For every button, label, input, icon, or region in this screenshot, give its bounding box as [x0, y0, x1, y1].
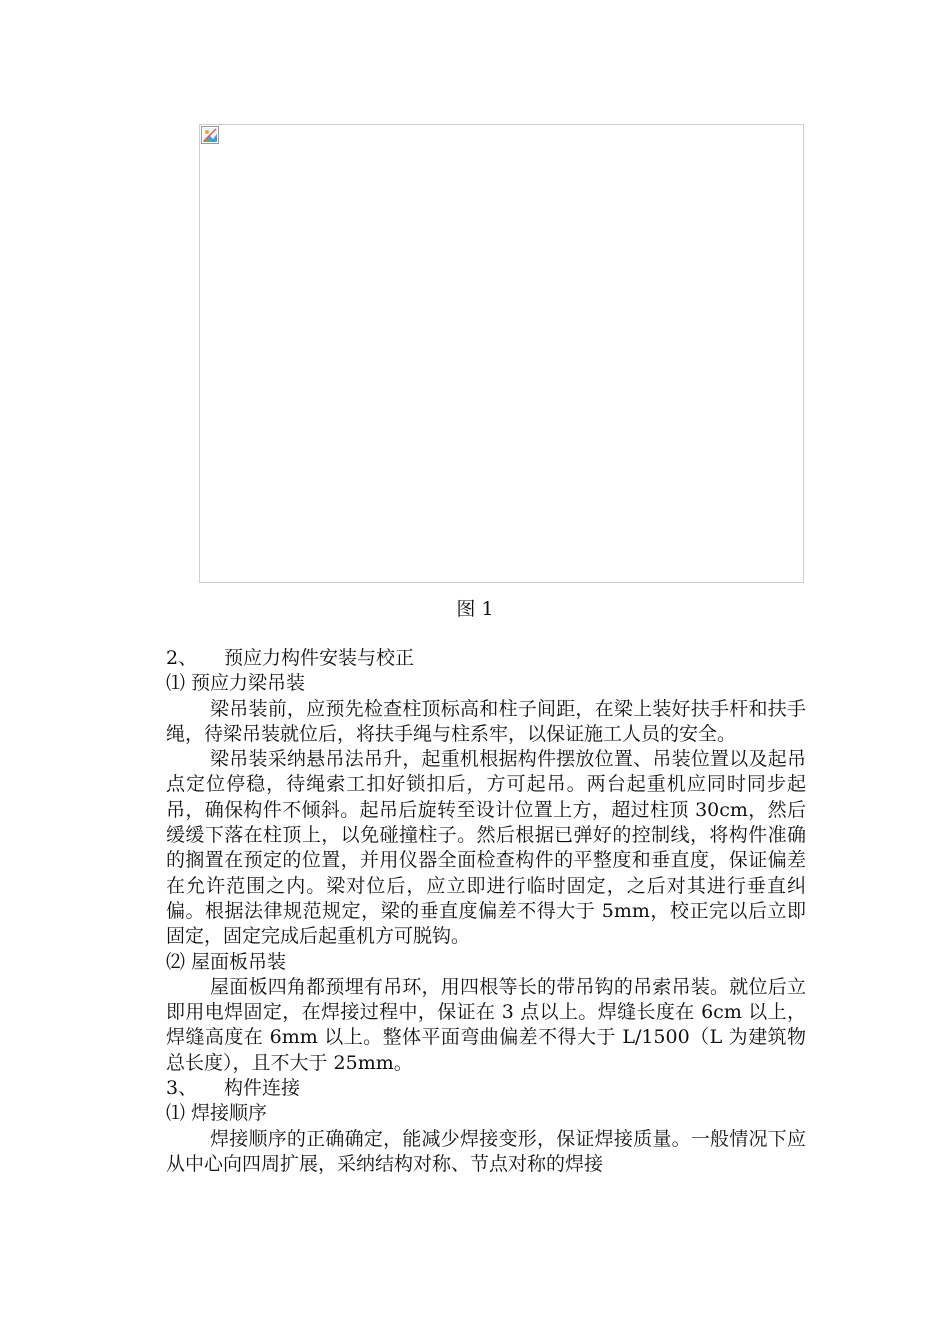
- paragraph: 梁吊装采纳悬吊法吊升，起重机根据构件摆放位置、吊装位置以及起吊点定位停稳，待绳索工扣好锁扣后，方可起吊。两台起重机应同时同步起吊，确保构件不倾斜。起吊后旋转至设计位置上方，超过柱顶 30cm，然后缓缓下落在柱顶上，以免碰撞柱子。然后根据已弹好的控制线，将构件准确的搁置在预定的位置，并用仪器全面检查构件的平整度和垂直度，保证偏差在允许范围之内。梁对位后，应立即进行临时固定，之后对其进行垂直纠偏。根据法律规范规定，梁的垂直度偏差不得大于 5mm，校正完以后立即固定，固定完成后起重机方可脱钩。: [166, 748, 806, 948]
- paragraph: 焊接顺序的正确确定，能减少焊接变形，保证焊接质量。一般情况下应从中心向四周扩展，采纳结构对称、节点对称的焊接: [166, 1127, 806, 1175]
- broken-image-icon: [201, 126, 219, 144]
- subsection-heading: ⑴ 焊接顺序: [166, 1102, 268, 1125]
- section-heading-3: [166, 1076, 806, 1101]
- figure-caption: 图 1: [456, 598, 494, 620]
- section-title: 构件连接: [224, 1077, 301, 1100]
- figure-image: [199, 124, 804, 583]
- paragraph: 梁吊装前，应预先检查柱顶标高和柱子间距，在梁上装好扶手杆和扶手绳，待梁吊装就位后，将扶手绳与柱系牢，以保证施工人员的安全。: [166, 697, 806, 745]
- section-number: 3、: [166, 1077, 198, 1100]
- subsection-heading: ⑴ 预应力梁吊装: [166, 672, 306, 695]
- section-number: 2、: [166, 647, 198, 669]
- subsection-heading: ⑵ 屋面板吊装: [166, 950, 287, 973]
- document-body: [166, 646, 806, 1177]
- section-title: 预应力构件安装与校正: [224, 647, 415, 669]
- paragraph: 屋面板四角都预埋有吊环，用四根等长的带吊钩的吊索吊装。就位后立即用电焊固定，在焊接过程中，保证在 3 点以上。焊缝长度在 6cm 以上，焊缝高度在 6mm 以上。整体平面弯曲偏差不得大于 L/1500（L 为建筑物总长度），且不大于 25mm。: [166, 975, 806, 1074]
- section-heading-2: [166, 646, 806, 671]
